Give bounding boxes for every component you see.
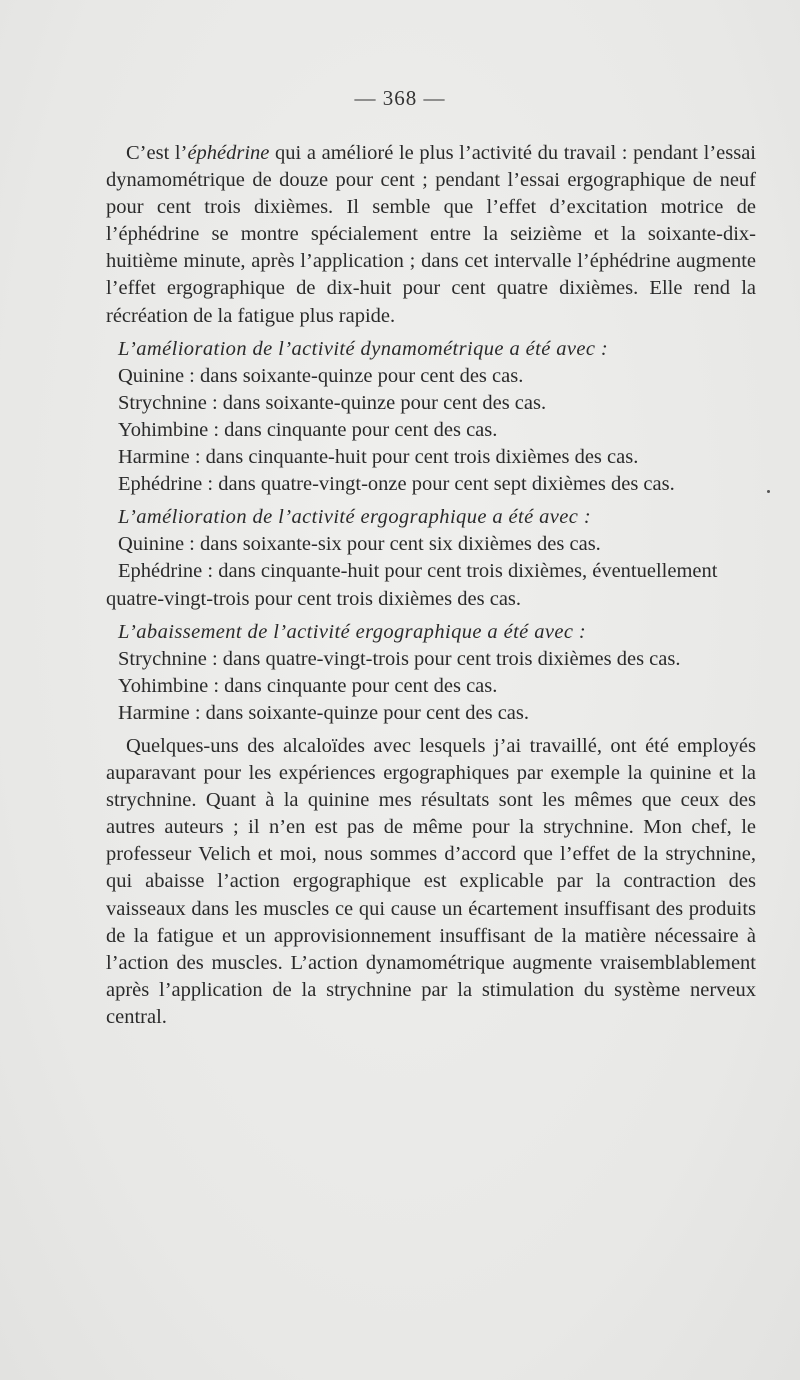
paragraph-ephedrine-emphasis: éphédrine <box>187 142 270 164</box>
list-item: Harmine : dans cinquante-huit pour cent trois dixièmes des cas. <box>118 446 639 469</box>
paragraph-ephedrine-prefix: C’est l’ <box>126 142 188 164</box>
text-body <box>106 140 756 1031</box>
list-item: Strychnine : dans quatre-vingt-trois pour cent trois dixièmes des cas. <box>118 647 681 670</box>
list-item: Ephédrine : dans cinquante-huit pour cent trois dixièmes, éventuellement quatre-vingt-trois pour cent trois dixièmes des cas. <box>106 560 718 610</box>
page-number: — 368 — <box>354 86 446 110</box>
list-item: Yohimbine : dans cinquante pour cent des cas. <box>118 418 498 441</box>
heading-ergographic-improvement: L’amélioration de l’activité ergographique a été avec : <box>118 506 592 529</box>
paragraph-ephedrine <box>106 140 756 330</box>
paragraph-ephedrine-rest: qui a amélioré le plus l’activité du travail : pendant l’essai dynamométrique de douze pour cent ; pendant l’essai ergographique de neuf pour cent trois dixièmes. Il semble que l’effet d’excitation motrice de l’éphédrine se montre spécialement entre la seizième et la soixante-dix-huitième minute, après l’application ; dans cet intervalle l’éphédrine augmente l’effet ergographique de dix-huit pour cent quatre dixièmes. Elle rend la récréation de la fatigue plus rapide. <box>106 142 756 327</box>
heading-ergographic-decrease: L’abaissement de l’activité ergographique a été avec : <box>118 620 587 643</box>
print-speck <box>767 490 770 493</box>
list-item: Ephédrine : dans quatre-vingt-onze pour cent sept dixièmes des cas. <box>118 473 675 496</box>
list-item: Quinine : dans soixante-quinze pour cent des cas. <box>118 364 524 387</box>
list-item: Strychnine : dans soixante-quinze pour cent des cas. <box>118 391 547 414</box>
list-item: Yohimbine : dans cinquante pour cent des cas. <box>118 674 498 697</box>
paragraph-alkaloids: Quelques-uns des alcaloïdes avec lesquels j’ai travaillé, ont été employés auparavant pour les expériences ergographiques par exemple la quinine et la strychnine. Quant à la quinine mes résultats sont les mêmes que ceux des autres auteurs ; il n’en est pas de même pour la strychnine. Mon chef, le professeur Velich et moi, nous sommes d’accord que l’effet de la strychnine, qui abaisse l’action ergographique est explicable par la contraction des vaisseaux dans les muscles ce qui cause un écartement insuffisant des produits de la fatigue et un approvisionnement insuffisant de la matière nécessaire à l’action des muscles. L’action dynamométrique augmente vraisemblablement après l’application de la strychnine par la stimulation du système nerveux central. <box>106 734 756 1028</box>
list-item: Harmine : dans soixante-quinze pour cent des cas. <box>118 701 530 724</box>
list-item: Quinine : dans soixante-six pour cent six dixièmes des cas. <box>118 533 601 556</box>
heading-dynamometric: L’amélioration de l’activité dynamométrique a été avec : <box>118 337 609 360</box>
